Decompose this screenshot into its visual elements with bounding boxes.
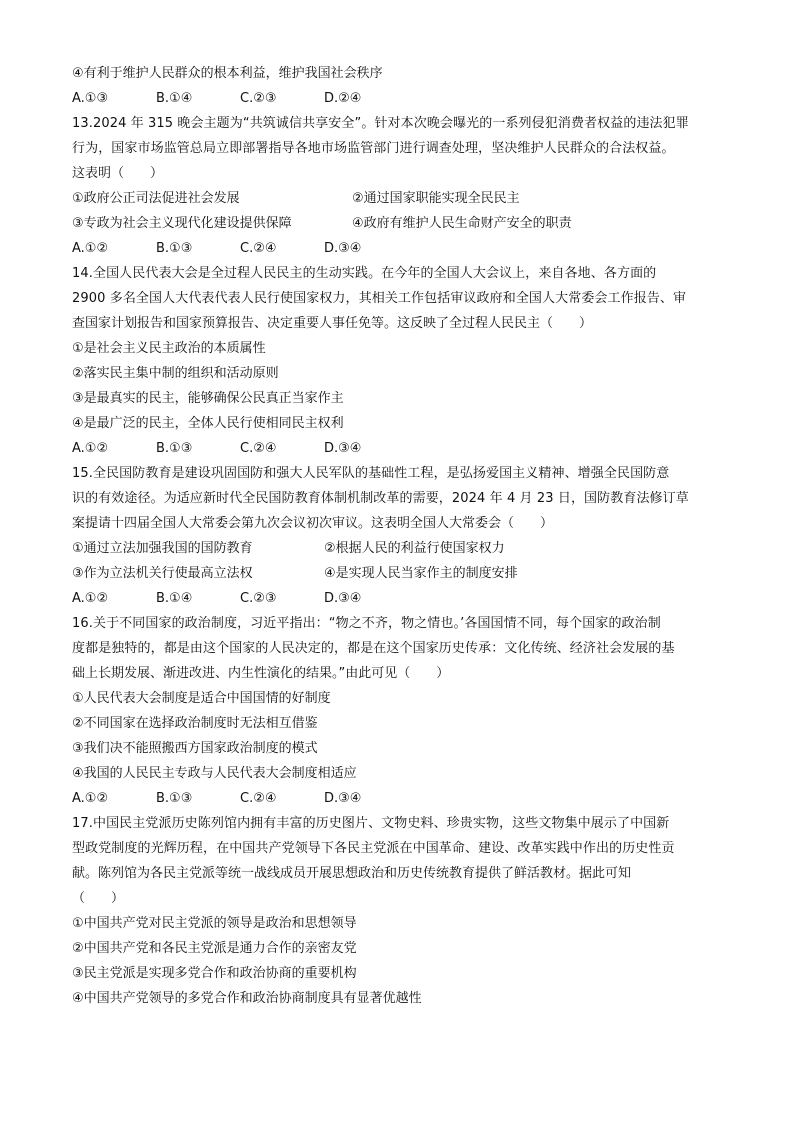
q15-stem-line1: 15.全民国防教育是建设巩固国防和强大人民军队的基础性工程，是弘扬爱国主义精神、增强全民国防意 [72, 466, 670, 481]
q15-answer-b: B.①④ [156, 591, 193, 606]
q13-option-2: ②通过国家职能实现全民民主 [352, 191, 520, 206]
q15-answer-c: C.②③ [240, 591, 277, 606]
q13-stem-line3: 这表明（ ） [72, 166, 164, 181]
q12-answer-d: D.②④ [324, 91, 362, 106]
q13-answer-d: D.③④ [324, 241, 362, 256]
q14-stem-line3: 查国家计划报告和国家预算报告、决定重要人事任免等。这反映了全过程人民民主（ ） [72, 316, 593, 331]
q14-option-1: ①是社会主义民主政治的本质属性 [72, 341, 266, 356]
q14-answer-c: C.②④ [240, 441, 277, 456]
q13-answer-b: B.①③ [156, 241, 193, 256]
q16-option-2: ②不同国家在选择政治制度时无法相互借鉴 [72, 716, 318, 731]
q14-option-3: ③是最真实的民主，能够确保公民真正当家作主 [72, 391, 344, 406]
q17-stem-line3: 献。陈列馆为各民主党派等统一战线成员开展思想政治和历史传统教育提供了鲜活教材。据此可知 [72, 866, 632, 881]
q16-answer-c: C.②④ [240, 791, 277, 806]
q13-stem-line1: 13.2024 年 315 晚会主题为“共筑诚信共享安全”。针对本次晚会曝光的一系列侵犯消费者权益的违法犯罪 [72, 116, 689, 131]
q12-answer-b: B.①④ [156, 91, 193, 106]
q13-answer-c: C.②④ [240, 241, 277, 256]
q16-answer-b: B.①③ [156, 791, 193, 806]
q14-answer-a: A.①② [72, 441, 109, 456]
q14-stem-line1: 14.全国人民代表大会是全过程人民民主的生动实践。在今年的全国人大会议上，来自各地、各方面的 [72, 266, 657, 281]
q17-stem-line2: 型政党制度的光辉历程，在中国共产党领导下各民主党派在中国革命、建设、改革实践中作出的历史性贡 [72, 841, 675, 856]
q16-answer-d: D.③④ [324, 791, 362, 806]
q13-stem-line2: 行为，国家市场监管总局立即部署指导各地市场监管部门进行调查处理，坚决维护人民群众的合法权益。 [72, 141, 675, 156]
q14-answer-b: B.①③ [156, 441, 193, 456]
q17-stem-line1: 17.中国民主党派历史陈列馆内拥有丰富的历史图片、文物史料、珍贵实物，这些文物集中展示了中国新 [72, 816, 670, 831]
q16-option-1: ①人民代表大会制度是适合中国国情的好制度 [72, 691, 331, 706]
q12-option-4: ④有利于维护人民群众的根本利益，维护我国社会秩序 [72, 66, 383, 81]
q17-option-3: ③民主党派是实现多党合作和政治协商的重要机构 [72, 966, 357, 981]
q16-option-4: ④我国的人民民主专政与人民代表大会制度相适应 [72, 766, 357, 781]
q14-option-4: ④是最广泛的民主，全体人民行使相同民主权利 [72, 416, 344, 431]
q13-answer-a: A.①② [72, 241, 109, 256]
q16-stem-line3: 础上长期发展、渐进改进、内生性演化的结果。”由此可见（ ） [72, 666, 450, 681]
q17-option-1: ①中国共产党对民主党派的领导是政治和思想领导 [72, 916, 357, 931]
q15-option-2: ②根据人民的利益行使国家权力 [324, 541, 505, 556]
q13-option-4: ④政府有维护人民生命财产安全的职责 [352, 216, 572, 231]
q15-option-3: ③作为立法机关行使最高立法权 [72, 566, 253, 581]
q17-stem-line4: （ ） [72, 891, 125, 906]
q14-answer-d: D.③④ [324, 441, 362, 456]
q15-answer-d: D.③④ [324, 591, 362, 606]
q16-option-3: ③我们决不能照搬西方国家政治制度的模式 [72, 741, 318, 756]
q14-option-2: ②落实民主集中制的组织和活动原则 [72, 366, 279, 381]
q15-answer-a: A.①② [72, 591, 109, 606]
q17-option-2: ②中国共产党和各民主党派是通力合作的亲密友党 [72, 941, 357, 956]
q16-stem-line2: 度都是独特的，都是由这个国家的人民决定的，都是在这个国家历史传承：文化传统、经济社会发展的基 [72, 641, 675, 656]
q12-answer-a: A.①③ [72, 91, 109, 106]
q13-option-3: ③专政为社会主义现代化建设提供保障 [72, 216, 292, 231]
q15-stem-line2: 识的有效途径。为适应新时代全民国防教育体制机制改革的需要，2024 年 4 月 23 日，国防教育法修订草 [72, 491, 689, 506]
q15-option-1: ①通过立法加强我国的国防教育 [72, 541, 253, 556]
q14-stem-line2: 2900 多名全国人大代表代表人民行使国家权力，其相关工作包括审议政府和全国人大常委会工作报告、审 [72, 291, 687, 306]
q13-option-1: ①政府公正司法促进社会发展 [72, 191, 240, 206]
q15-option-4: ④是实现人民当家作主的制度安排 [324, 566, 518, 581]
q12-answer-c: C.②③ [240, 91, 277, 106]
q17-option-4: ④中国共产党领导的多党合作和政治协商制度具有显著优越性 [72, 991, 422, 1006]
q15-stem-line3: 案提请十四届全国人大常委会第九次会议初次审议。这表明全国人大常委会（ ） [72, 516, 554, 531]
q16-answer-a: A.①② [72, 791, 109, 806]
q16-stem-line1: 16.关于不同国家的政治制度，习近平指出：“物之不齐，物之情也。’各国国情不同，每个国家的政治制 [72, 616, 661, 631]
